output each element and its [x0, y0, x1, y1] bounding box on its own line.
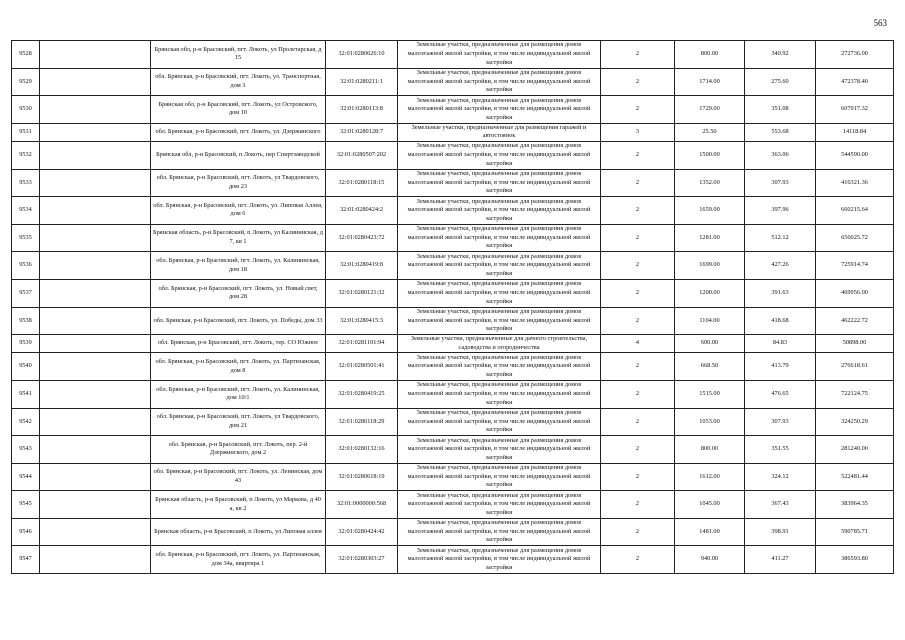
cadastral-number-cell: 32:01:0280419:8	[326, 252, 398, 280]
rate-cell: 391.63	[745, 279, 816, 307]
area-cell: 668.50	[675, 353, 745, 381]
group-cell: 2	[601, 408, 675, 436]
spacer-cell	[51, 353, 151, 381]
land-use-cell: Земельные участки, предназначенные для размещения домов малоэтажной жилой застройки, в том числе индивидуальной жилой застройки	[398, 252, 601, 280]
table-row	[12, 224, 894, 252]
rate-cell: 275.60	[745, 68, 816, 96]
land-use-cell: Земельные участки, предназначенные для размещения домов малоэтажной жилой застройки, в том числе индивидуальной жилой застройки	[398, 169, 601, 197]
land-use-cell: Земельные участки, предназначенные для размещения домов малоэтажной жилой застройки, в том числе индивидуальной жилой застройки	[398, 41, 601, 69]
row-number-cell: 9541	[12, 380, 40, 408]
land-use-cell: Земельные участки, предназначенные для размещения домов малоэтажной жилой застройки, в том числе индивидуальной жилой застройки	[398, 463, 601, 491]
row-number-cell: 9547	[12, 546, 40, 574]
area-cell: 1200.00	[675, 279, 745, 307]
group-cell: 2	[601, 380, 675, 408]
land-use-cell: Земельные участки, предназначенные для размещения домов малоэтажной жилой застройки, в том числе индивидуальной жилой застройки	[398, 491, 601, 519]
row-number-cell: 9533	[12, 169, 40, 197]
group-cell: 2	[601, 491, 675, 519]
spacer-cell	[40, 307, 51, 335]
rate-cell: 307.93	[745, 408, 816, 436]
cadastral-value-cell: 416321.36	[816, 169, 894, 197]
rate-cell: 512.12	[745, 224, 816, 252]
cadastral-number-cell: 32:01:0280501:41	[326, 353, 398, 381]
group-cell: 2	[601, 279, 675, 307]
cadastral-number-cell: 32:01:0280424:42	[326, 518, 398, 546]
cadastral-value-cell: 472378.40	[816, 68, 894, 96]
group-cell: 2	[601, 224, 675, 252]
spacer-cell	[40, 380, 51, 408]
row-number-cell: 9544	[12, 463, 40, 491]
spacer-cell	[51, 141, 151, 169]
group-cell: 2	[601, 169, 675, 197]
area-cell: 1729.00	[675, 96, 745, 124]
cadastral-value-cell: 544590.00	[816, 141, 894, 169]
cadastral-value-cell: 386593.80	[816, 546, 894, 574]
spacer-cell	[51, 279, 151, 307]
address-cell: обл. Брянская, р-н Брасовский, пгт. Локоть, ул Твардовского, дом 23	[151, 169, 326, 197]
group-cell: 2	[601, 96, 675, 124]
spacer-cell	[40, 408, 51, 436]
table-row	[12, 307, 894, 335]
table-row	[12, 68, 894, 96]
cadastral-number-cell: 32:01:0280118:29	[326, 408, 398, 436]
spacer-cell	[40, 96, 51, 124]
spacer-cell	[40, 41, 51, 69]
row-number-cell: 9537	[12, 279, 40, 307]
spacer-cell	[51, 224, 151, 252]
row-number-cell: 9540	[12, 353, 40, 381]
group-cell: 2	[601, 141, 675, 169]
address-cell: обл. Брянская, р-н Брасовский, пгт. Локоть, ул. Дзержинского	[151, 123, 326, 141]
area-cell: 1104.00	[675, 307, 745, 335]
spacer-cell	[40, 141, 51, 169]
rate-cell: 397.96	[745, 197, 816, 225]
group-cell: 2	[601, 353, 675, 381]
spacer-cell	[51, 408, 151, 436]
area-cell: 25.50	[675, 123, 745, 141]
land-use-cell: Земельные участки, предназначенные для размещения домов малоэтажной жилой застройки, в том числе индивидуальной жилой застройки	[398, 380, 601, 408]
table-row	[12, 463, 894, 491]
address-cell: обл. Брянская, р-н Брасовский, пгт. Локоть, ул. Партизанская, дом 8	[151, 353, 326, 381]
rate-cell: 340.92	[745, 41, 816, 69]
spacer-cell	[51, 123, 151, 141]
cadastral-number-cell: 32:01:0280132:16	[326, 436, 398, 464]
rate-cell: 324.12	[745, 463, 816, 491]
cadastral-value-cell: 607017.32	[816, 96, 894, 124]
cadastral-number-cell: 32:01:0280128:7	[326, 123, 398, 141]
row-number-cell: 9545	[12, 491, 40, 519]
table-row	[12, 96, 894, 124]
address-cell: Брянская обл, р-н Брасовский, п Локоть, пер Спиртзаводской	[151, 141, 326, 169]
cadastral-value-cell: 590785.71	[816, 518, 894, 546]
cadastral-value-cell: 660215.64	[816, 197, 894, 225]
group-cell: 2	[601, 307, 675, 335]
address-cell: обл. Брянская, р-н Брасовский, пгт. Локоть, ул. Партизанская, дом 34а, квартира 1	[151, 546, 326, 574]
cadastral-number-cell: 32:01:0280303:27	[326, 546, 398, 574]
address-cell: обл. Брянская, р-н Брасовский, пгт. Локоть, пер. 2-й Дзержинского, дом 2	[151, 436, 326, 464]
row-number-cell: 9539	[12, 335, 40, 353]
row-number-cell: 9538	[12, 307, 40, 335]
spacer-cell	[40, 436, 51, 464]
group-cell: 2	[601, 463, 675, 491]
table-row	[12, 279, 894, 307]
row-number-cell: 9546	[12, 518, 40, 546]
table-row	[12, 123, 894, 141]
area-cell: 940.00	[675, 546, 745, 574]
address-cell: обл. Брянская, р-н Брасовский, пгт. Локоть, ул. Калининская, дом 10/1	[151, 380, 326, 408]
land-use-cell: Земельные участки, предназначенные для размещения домов малоэтажной жилой застройки, в том числе индивидуальной жилой застройки	[398, 408, 601, 436]
table-row	[12, 546, 894, 574]
row-number-cell: 9543	[12, 436, 40, 464]
cadastral-number-cell: 32:01:0000000:568	[326, 491, 398, 519]
rate-cell: 84.83	[745, 335, 816, 353]
land-use-cell: Земельные участки, предназначенные для размещения домов малоэтажной жилой застройки, в том числе индивидуальной жилой застройки	[398, 307, 601, 335]
group-cell: 2	[601, 41, 675, 69]
cadastral-value-cell: 50898.00	[816, 335, 894, 353]
cadastral-number-cell: 32:01:0280424:2	[326, 197, 398, 225]
rate-cell: 411.27	[745, 546, 816, 574]
land-use-cell: Земельные участки, предназначенные для размещения домов малоэтажной жилой застройки, в том числе индивидуальной жилой застройки	[398, 518, 601, 546]
cadastral-number-cell: 32:01:0280113:8	[326, 96, 398, 124]
area-cell: 1500.00	[675, 141, 745, 169]
row-number-cell: 9531	[12, 123, 40, 141]
row-number-cell: 9536	[12, 252, 40, 280]
address-cell: Брянская обл, р-н Брасовский, пгт. Локоть, ул Островского, дом 10	[151, 96, 326, 124]
land-use-cell: Земельные участки, предназначенные для размещения домов малоэтажной жилой застройки, в том числе индивидуальной жилой застройки	[398, 353, 601, 381]
cadastral-number-cell: 32:01:0280211:1	[326, 68, 398, 96]
address-cell: обл. Брянская, р-н Брасовский, пгт. Локоть, тер. СО Южное	[151, 335, 326, 353]
spacer-cell	[40, 197, 51, 225]
address-cell: обл. Брянская, р-н Брасовский, пгт. Локоть, ул. Транспортная, дом 3	[151, 68, 326, 96]
area-cell: 800.00	[675, 41, 745, 69]
spacer-cell	[40, 279, 51, 307]
row-number-cell: 9542	[12, 408, 40, 436]
spacer-cell	[40, 546, 51, 574]
table-row	[12, 197, 894, 225]
rate-cell: 351.55	[745, 436, 816, 464]
spacer-cell	[40, 68, 51, 96]
spacer-cell	[51, 491, 151, 519]
land-use-cell: Земельные участки, предназначенные для размещения домов малоэтажной жилой застройки, в том числе индивидуальной жилой застройки	[398, 197, 601, 225]
address-cell: Брянская область, р-н Брасовский, п Локоть, ул Маркова, д 40 а, кв 2	[151, 491, 326, 519]
spacer-cell	[51, 169, 151, 197]
table-row	[12, 436, 894, 464]
land-use-cell: Земельные участки, предназначенные для размещения домов малоэтажной жилой застройки, в том числе индивидуальной жилой застройки	[398, 546, 601, 574]
rate-cell: 413.79	[745, 353, 816, 381]
table-row	[12, 169, 894, 197]
cadastral-value-cell: 469956.00	[816, 279, 894, 307]
spacer-cell	[40, 463, 51, 491]
area-cell: 600.00	[675, 335, 745, 353]
spacer-cell	[51, 96, 151, 124]
group-cell: 2	[601, 518, 675, 546]
group-cell: 2	[601, 252, 675, 280]
group-cell: 2	[601, 436, 675, 464]
cadastral-value-cell: 14118.84	[816, 123, 894, 141]
spacer-cell	[51, 518, 151, 546]
cadastral-number-cell: 32:01:0280618:19	[326, 463, 398, 491]
area-cell: 1481.00	[675, 518, 745, 546]
land-use-cell: Земельные участки, предназначенные для дачного строительства, садоводства и огородничества	[398, 335, 601, 353]
address-cell: обл. Брянская, р-н Брасовский, пгт. Локоть, ул. Ленинская, дом 43	[151, 463, 326, 491]
address-cell: обл. Брянская, р-н Брасовский, пгт. Локоть, ул Твардовского, дом 21	[151, 408, 326, 436]
table-row	[12, 252, 894, 280]
spacer-cell	[51, 197, 151, 225]
group-cell: 2	[601, 68, 675, 96]
spacer-cell	[51, 41, 151, 69]
spacer-cell	[40, 123, 51, 141]
land-use-cell: Земельные участки, предназначенные для размещения гаражей и автостоянок	[398, 123, 601, 141]
land-use-cell: Земельные участки, предназначенные для размещения домов малоэтажной жилой застройки, в том числе индивидуальной жилой застройки	[398, 96, 601, 124]
cadastral-value-cell: 656025.72	[816, 224, 894, 252]
table-body	[12, 41, 894, 574]
area-cell: 1053.00	[675, 408, 745, 436]
rate-cell: 307.93	[745, 169, 816, 197]
cadastral-value-cell: 383964.35	[816, 491, 894, 519]
cadastral-number-cell: 32:01:0280626:10	[326, 41, 398, 69]
address-cell: обл. Брянская, р-н Брасовский, пгт. Локоть, ул. Новый свет, дом 28	[151, 279, 326, 307]
spacer-cell	[51, 463, 151, 491]
cadastral-number-cell: 32:01:0280415:3	[326, 307, 398, 335]
row-number-cell: 9530	[12, 96, 40, 124]
spacer-cell	[40, 169, 51, 197]
cadastral-number-cell: 32:01:0281101:94	[326, 335, 398, 353]
cadastral-number-cell: 32:01:0280121:32	[326, 279, 398, 307]
rate-cell: 553.68	[745, 123, 816, 141]
area-cell: 800.00	[675, 436, 745, 464]
area-cell: 1659.00	[675, 197, 745, 225]
table-row	[12, 408, 894, 436]
area-cell: 1699.00	[675, 252, 745, 280]
cadastral-value-cell: 276618.61	[816, 353, 894, 381]
cadastral-value-cell: 522481.44	[816, 463, 894, 491]
page-number: 563	[873, 18, 887, 28]
address-cell: Брянская область, р-н Брасовский, п Локоть, ул Липовая аллея	[151, 518, 326, 546]
address-cell: Брянская область, р-н Брасовский, п Локоть, ул Калининская, д 7, кв 1	[151, 224, 326, 252]
cadastral-number-cell: 32:01:0280507:202	[326, 141, 398, 169]
spacer-cell	[51, 68, 151, 96]
cadastral-number-cell: 32:01:0280423:72	[326, 224, 398, 252]
spacer-cell	[40, 491, 51, 519]
spacer-cell	[51, 252, 151, 280]
cadastral-number-cell: 32:01:0280118:15	[326, 169, 398, 197]
area-cell: 1714.00	[675, 68, 745, 96]
land-use-cell: Земельные участки, предназначенные для размещения домов малоэтажной жилой застройки, в том числе индивидуальной жилой застройки	[398, 436, 601, 464]
rate-cell: 363.06	[745, 141, 816, 169]
group-cell: 2	[601, 197, 675, 225]
cadastral-value-cell: 281240.00	[816, 436, 894, 464]
spacer-cell	[51, 436, 151, 464]
rate-cell: 427.26	[745, 252, 816, 280]
row-number-cell: 9532	[12, 141, 40, 169]
rate-cell: 351.08	[745, 96, 816, 124]
cadastral-number-cell: 32:01:0280419:25	[326, 380, 398, 408]
rate-cell: 398.91	[745, 518, 816, 546]
address-cell: обл. Брянская, р-н Брасовский, пгт. Локоть, ул. Липовая Аллея, дом 6	[151, 197, 326, 225]
table-row	[12, 41, 894, 69]
spacer-cell	[40, 518, 51, 546]
spacer-cell	[40, 224, 51, 252]
table-row	[12, 353, 894, 381]
rate-cell: 476.65	[745, 380, 816, 408]
land-use-cell: Земельные участки, предназначенные для размещения домов малоэтажной жилой застройки, в том числе индивидуальной жилой застройки	[398, 279, 601, 307]
row-number-cell: 9529	[12, 68, 40, 96]
cadastral-value-cell: 722124.75	[816, 380, 894, 408]
cadastral-value-cell: 462222.72	[816, 307, 894, 335]
address-cell: обл. Брянская, р-н Брасовский, пгт. Локоть, ул. Победы, дом 33	[151, 307, 326, 335]
land-cadastral-table	[11, 40, 894, 574]
row-number-cell: 9534	[12, 197, 40, 225]
area-cell: 1612.00	[675, 463, 745, 491]
table-row	[12, 491, 894, 519]
table-row	[12, 380, 894, 408]
group-cell: 3	[601, 123, 675, 141]
address-cell: Брянская обл, р-н Брасовский, пгт. Локоть, ул Пролетарская, д 15	[151, 41, 326, 69]
area-cell: 1352.00	[675, 169, 745, 197]
land-use-cell: Земельные участки, предназначенные для размещения домов малоэтажной жилой застройки, в том числе индивидуальной жилой застройки	[398, 141, 601, 169]
table-row	[12, 141, 894, 169]
spacer-cell	[40, 335, 51, 353]
cadastral-value-cell: 272736.00	[816, 41, 894, 69]
table-row	[12, 335, 894, 353]
cadastral-value-cell: 324250.29	[816, 408, 894, 436]
spacer-cell	[51, 307, 151, 335]
group-cell: 4	[601, 335, 675, 353]
area-cell: 1515.00	[675, 380, 745, 408]
row-number-cell: 9535	[12, 224, 40, 252]
land-use-cell: Земельные участки, предназначенные для размещения домов малоэтажной жилой застройки, в том числе индивидуальной жилой застройки	[398, 68, 601, 96]
spacer-cell	[40, 252, 51, 280]
land-use-cell: Земельные участки, предназначенные для размещения домов малоэтажной жилой застройки, в том числе индивидуальной жилой застройки	[398, 224, 601, 252]
row-number-cell: 9528	[12, 41, 40, 69]
area-cell: 1281.00	[675, 224, 745, 252]
table-row	[12, 518, 894, 546]
group-cell: 2	[601, 546, 675, 574]
address-cell: обл. Брянская, р-н Брасовский, пгт. Локоть, ул. Калининская, дом 18	[151, 252, 326, 280]
area-cell: 1045.00	[675, 491, 745, 519]
spacer-cell	[51, 380, 151, 408]
spacer-cell	[51, 546, 151, 574]
spacer-cell	[40, 353, 51, 381]
cadastral-value-cell: 725914.74	[816, 252, 894, 280]
spacer-cell	[51, 335, 151, 353]
rate-cell: 418.68	[745, 307, 816, 335]
rate-cell: 367.43	[745, 491, 816, 519]
